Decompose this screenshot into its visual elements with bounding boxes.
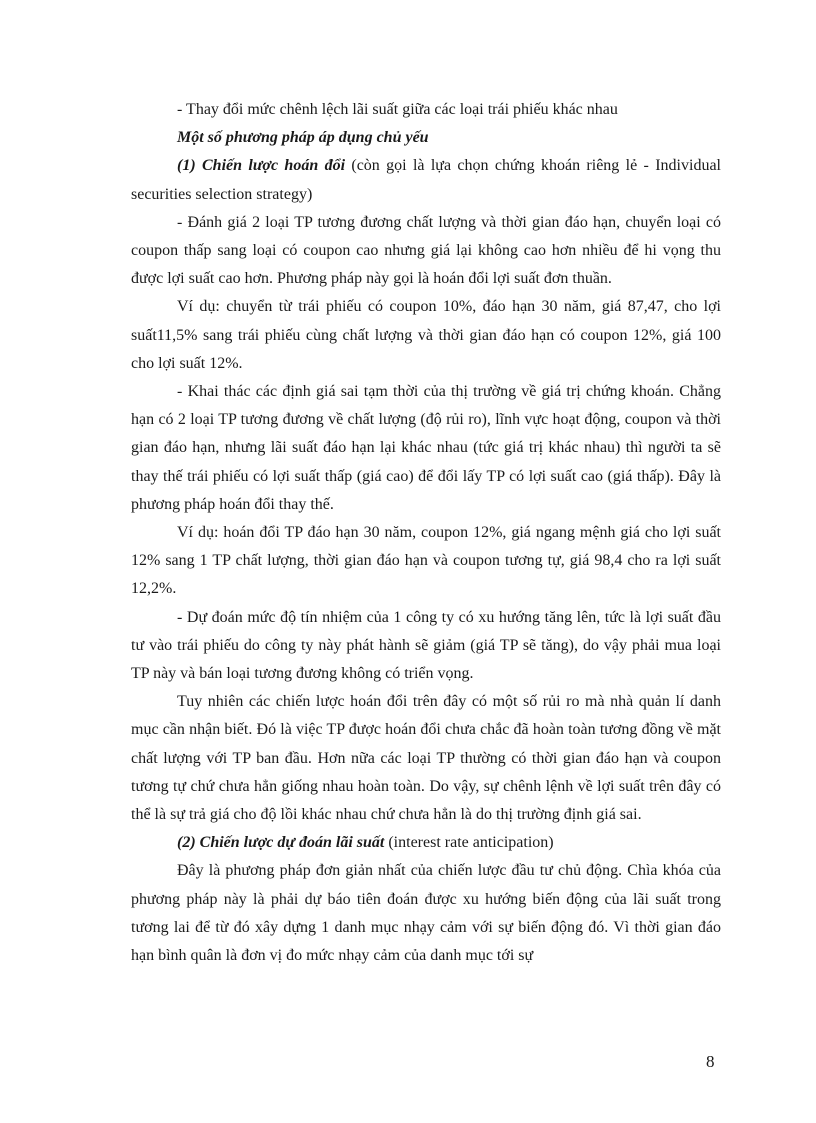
paragraph-rate-anticipation-body (131, 857, 721, 970)
paragraph-text: - Đánh giá 2 loại TP tương đương chất lượng và thời gian đáo hạn, chuyển loại có coupon thấp sang loại có coupon cao nhưng giá lại không cao hơn nhiều để hi vọng thu được lợi suất cao hơn. Phương pháp này gọi là hoán đổi lợi suất đơn thuần. (131, 213, 721, 288)
page-number: 8 (706, 1052, 715, 1071)
heading-text: (2) Chiến lược dự đoán lãi suất (177, 834, 385, 852)
paragraph-substitution-swap (131, 378, 721, 519)
heading-text: (1) Chiến lược hoán đổi (177, 157, 346, 175)
paragraph-text: Ví dụ: chuyển từ trái phiếu có coupon 10%, đáo hạn 30 năm, giá 87,47, cho lợi suất11,5% sang trái phiếu cùng chất lượng và thời gian đáo hạn có coupon 12%, giá 100 cho lợi suất 12%. (131, 298, 721, 372)
paragraph-text: Ví dụ: hoán đổi TP đáo hạn 30 năm, coupon 12%, giá ngang mệnh giá cho lợi suất 12% sang 1 TP chất lượng, thời gian đáo hạn và coupon tương tự, giá 98,4 cho ra lợi suất 12,2%. (131, 524, 721, 598)
paragraph-swap-strategy (131, 152, 721, 208)
paragraph-rate-anticipation-heading (131, 829, 721, 857)
section-heading-main-methods (131, 124, 721, 152)
paragraph-pure-yield-swap (131, 209, 721, 294)
paragraph-text: (interest rate anticipation) (384, 834, 554, 852)
paragraph-swap-risks (131, 688, 721, 829)
paragraph-text: - Thay đổi mức chênh lệch lãi suất giữa các loại trái phiếu khác nhau (177, 101, 618, 118)
heading-text: Một số phương pháp áp dụng chủ yếu (177, 129, 429, 147)
paragraph-text: - Dự đoán mức độ tín nhiệm của 1 công ty có xu hướng tăng lên, tức là lợi suất đầu tư vào trái phiếu do công ty này phát hành sẽ giảm (giá TP sẽ tăng), do vậy phải mua loại TP này và bán loại tương đương không có triển vọng. (131, 608, 721, 683)
paragraph-text: Đây là phương pháp đơn giản nhất của chiến lược đầu tư chủ động. Chìa khóa của phương pháp này là phải dự báo tiên đoán được xu hướng biến động của lãi suất trong tương lai để từ đó xây dựng 1 danh mục nhạy cảm với sự biến động đó. Vì thời gian đáo hạn bình quân là đơn vị đo mức nhạy cảm của danh mục tới sự (131, 862, 721, 965)
paragraph-example-2 (131, 519, 721, 604)
paragraph-text: Tuy nhiên các chiến lược hoán đổi trên đây có một số rủi ro mà nhà quản lí danh mục cần nhận biết. Đó là việc TP được hoán đổi chưa chắc đã hoàn toàn tương đồng về mặt chất lượng với TP ban đầu. Hơn nữa các loại TP thường có thời gian đáo hạn và coupon tương tự chứ chưa hẳn giống nhau hoàn toàn. Do vậy, sự chênh lệnh về lợi suất trên đây có thể là sự trả giá cho độ lồi khác nhau chứ chưa hẳn là do thị trường định giá sai. (131, 693, 721, 824)
paragraph-text: - Khai thác các định giá sai tạm thời của thị trường về giá trị chứng khoán. Chẳng hạn có 2 loại TP tương đương về chất lượng (độ rủi ro), lĩnh vực hoạt động, coupon và thời gian đáo hạn, nhưng lãi suất đáo hạn lại khác nhau (tức giá trị khác nhau) thì người ta sẽ thay thế trái phiếu có lợi suất thấp (giá cao) để đổi lấy TP có lợi suất cao (giá thấp). Đây là phương pháp hoán đổi thay thế. (131, 383, 721, 513)
paragraph-yield-spread-change (131, 96, 721, 124)
paragraph-text: (còn gọi là lựa chọn chứng khoán riêng lẻ - Individual securities selection strategy) (131, 157, 721, 203)
paragraph-credit-forecast (131, 604, 721, 689)
paragraph-example-1 (131, 293, 721, 378)
document-body (131, 96, 721, 970)
